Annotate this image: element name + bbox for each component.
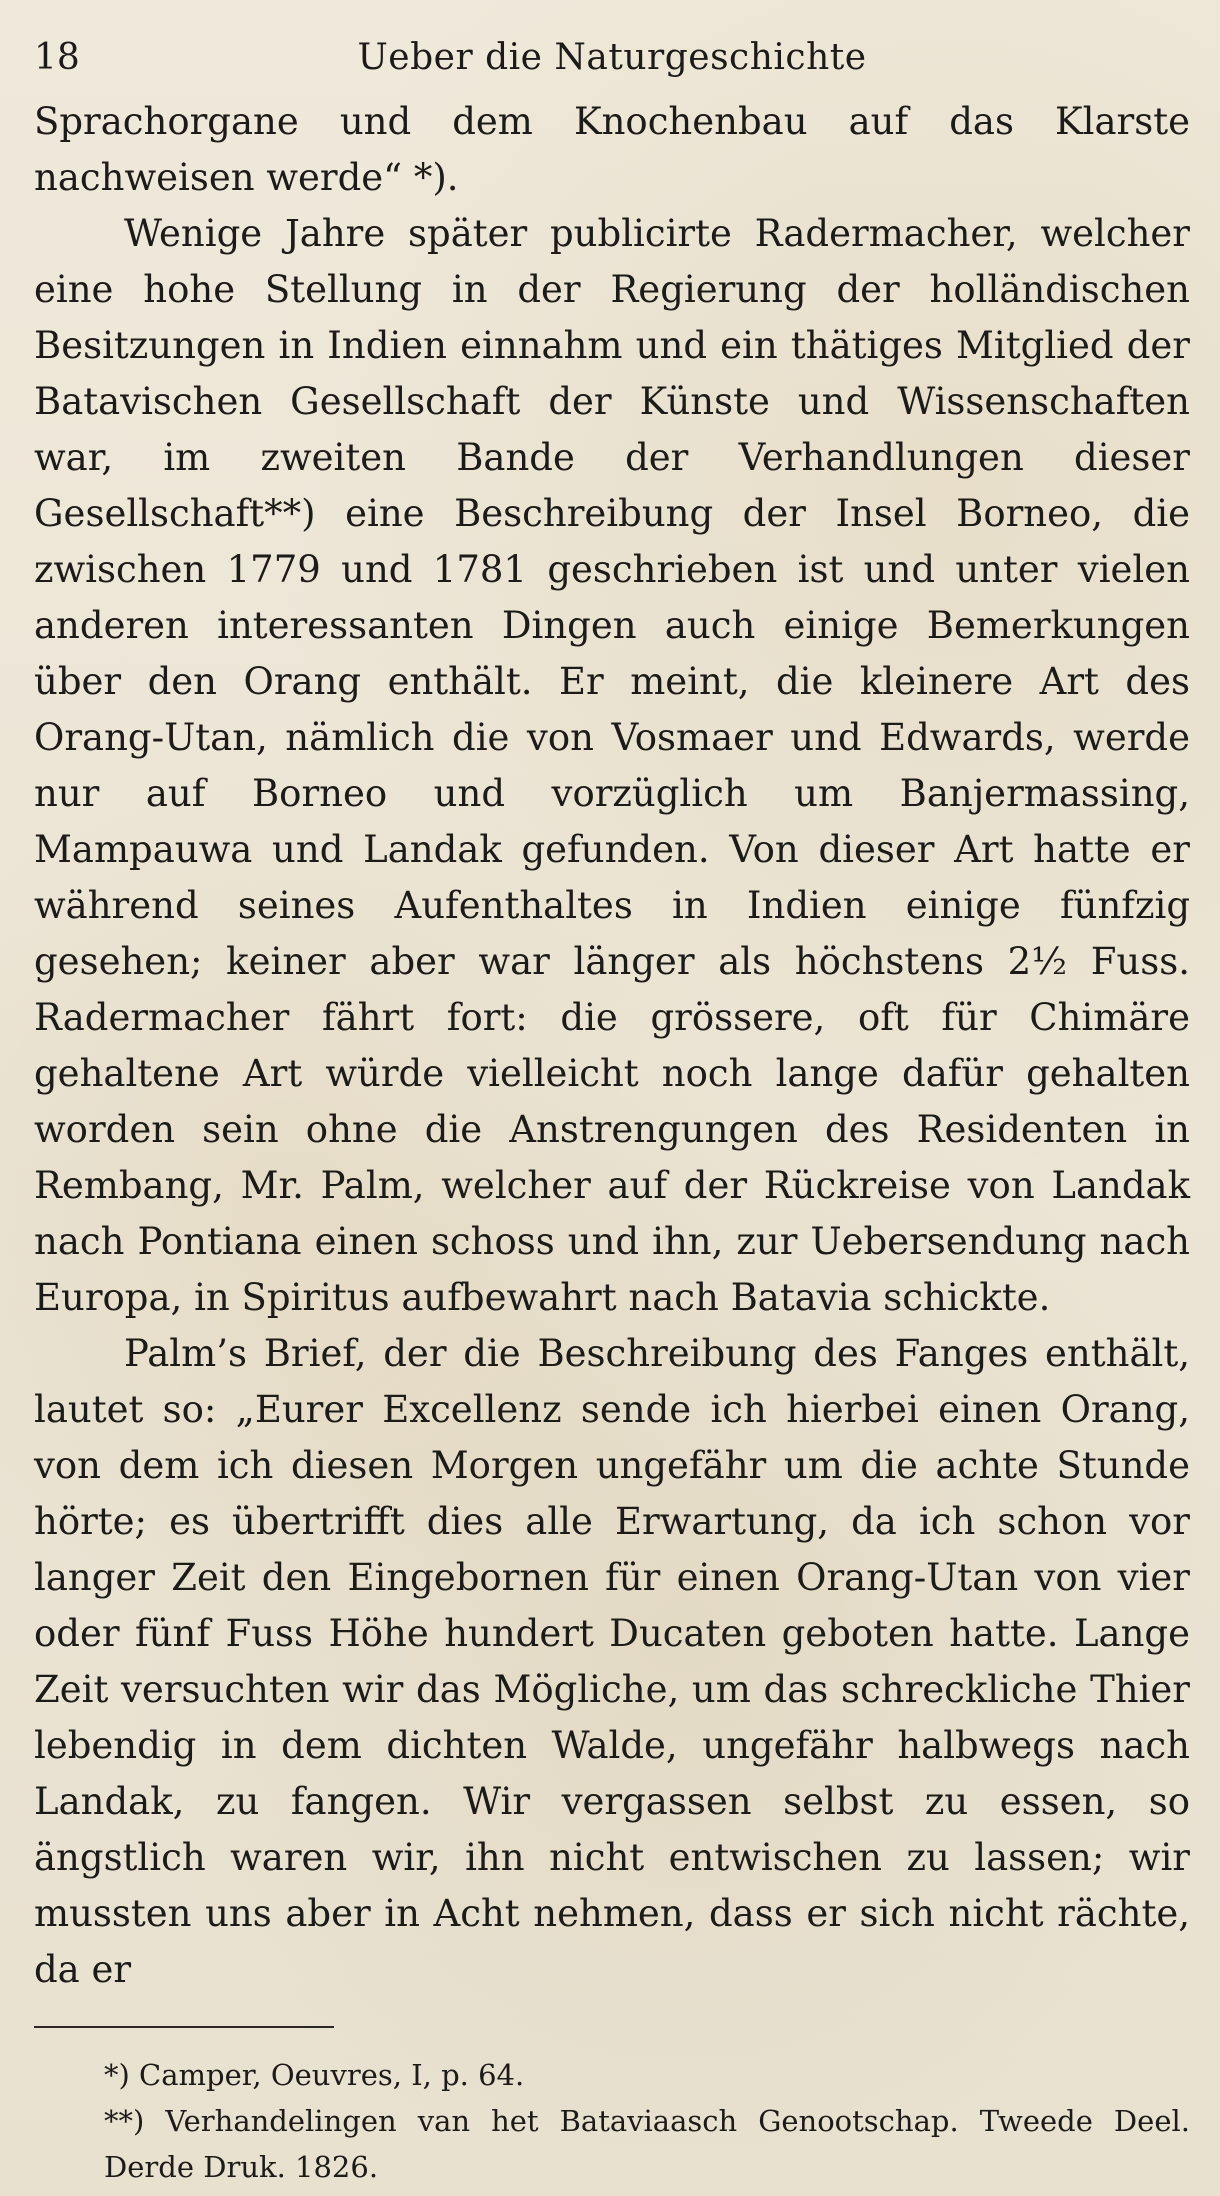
paragraph-continuation: Sprachorgane und dem Knochenbau auf das Klarste nachweisen werde“ *). [34,100,1190,199]
main-text [34,94,1190,1998]
footnote-2: **) Verhandelingen van het Bataviaasch Genootschap. Tweede Deel. Derde Druk. 1826. [104,2104,1190,2184]
footnotes [34,2052,1190,2190]
page-header [34,30,1190,86]
footnote-1: *) Camper, Oeuvres, I, p. 64. [104,2058,525,2092]
running-head: Ueber die Naturgeschichte [357,37,867,78]
paragraph-palm-letter: Palm’s Brief, der die Beschreibung des Fanges enthält, lautet so: „Eurer Excellenz sende ich hierbei einen Orang, von dem ich diesen Morgen ungefähr um die achte Stunde hörte; es übertrifft dies alle Erwartung, da ich schon vor langer Zeit den Eingebornen für einen Orang-Utan von vier oder fünf Fuss Höhe hundert Ducaten geboten hatte. Lange Zeit versuchten wir das Mögliche, um das schreckliche Thier lebendig in dem dichten Walde, ungefähr halbwegs nach Landak, zu fangen. Wir vergassen selbst zu essen, so ängstlich waren wir, ihn nicht entwischen zu lassen; wir mussten uns aber in Acht nehmen, dass er sich nicht rächte, da er [34,1332,1190,1991]
paragraph-radermacher: Wenige Jahre später publicirte Radermacher, welcher eine hohe Stellung in der Regierung der holländischen Besitzungen in Indien einnahm und ein thätiges Mitglied der Batavischen Gesellschaft der Künste und Wissenschaften war, im zweiten Bande der Verhandlungen dieser Gesellschaft**) eine Beschreibung der Insel Borneo, die zwischen 1779 und 1781 geschrieben ist und unter vielen anderen interessanten Dingen auch einige Bemerkungen über den Orang enthält. Er meint, die kleinere Art des Orang-Utan, nämlich die von Vosmaer und Edwards, werde nur auf Borneo und vorzüglich um Banjermassing, Mampauwa und Landak gefunden. Von dieser Art hatte er während seines Aufenthaltes in Indien einige fünfzig gesehen; keiner aber war länger als höchstens 2½ Fuss. Radermacher fährt fort: die grössere, oft für Chimäre gehaltene Art würde vielleicht noch lange dafür gehalten worden sein ohne die Anstrengungen des Residenten in Rembang, Mr. Palm, welcher auf der Rückreise von Landak nach Pontiana einen schoss und ihn, zur Uebersendung nach Europa, in Spiritus aufbewahrt nach Batavia schickte. [34,212,1190,1319]
footnote-rule [34,2026,334,2052]
page-number: 18 [34,37,80,78]
